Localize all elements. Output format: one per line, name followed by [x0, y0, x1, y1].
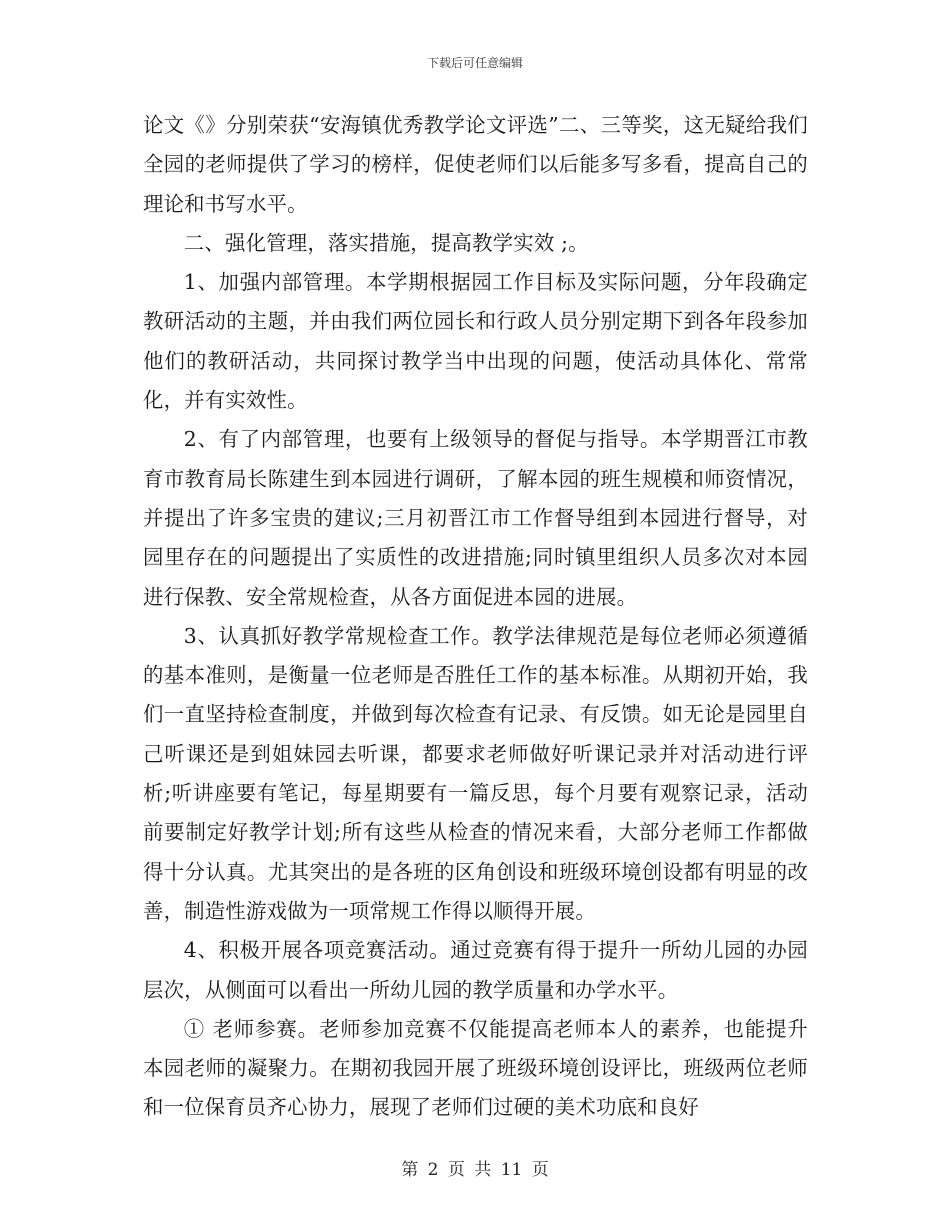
- page-header: 下载后可任意编辑: [426, 56, 523, 70]
- paragraph: 2、有了内部管理，也要有上级领导的督促与指导。本学期晋江市教育市教育局长陈建生到本园进行调研，了解本园的班生规模和师资情况，并提出了许多宝贵的建议;三月初晋江市工作督导组到本园进行督导，对园里存在的问题提出了实质性的改进措施;同时镇里组织人员多次对本园进行保教、安全常规检查，从各方面促进本园的进展。: [143, 427, 808, 609]
- paragraph: 论文《》分别荣获“安海镇优秀教学论文评选”二、三等奖，这无疑给我们全园的老师提供了学习的榜样，促使老师们以后能多写多看，提高自己的理论和书写水平。: [143, 113, 808, 216]
- document-body: [143, 106, 808, 1128]
- section-heading: 二、强化管理，落实措施，提高教学实效 ;。: [183, 230, 589, 255]
- paragraph: 4、积极开展各项竞赛活动。通过竞赛有得于提升一所幼儿园的办园层次，从侧面可以看出一所幼儿园的教学质量和办学水平。: [143, 938, 808, 1002]
- paragraph: 1、加强内部管理。本学期根据园工作目标及实际问题，分年段确定教研活动的主题，并由我们两位园长和行政人员分别定期下到各年段参加他们的教研活动，共同探讨教学当中出现的问题，使活动具体化、常常化，并有实效性。: [143, 270, 808, 413]
- paragraph: 3、认真抓好教学常规检查工作。教学法律规范是每位老师必须遵循的基本准则，是衡量一位老师是否胜任工作的基本标准。从期初开始，我们一直坚持检查制度，并做到每次检查有记录、有反馈。如无论是园里自己听课还是到姐妹园去听课，都要求老师做好听课记录并对活动进行评析;听讲座要有笔记，每星期要有一篇反思，每个月要有观察记录，活动前要制定好教学计划;所有这些从检查的情况来看，大部分老师工作都做得十分认真。尤其突出的是各班的区角创设和班级环境创设都有明显的改善，制造性游戏做为一项常规工作得以顺得开展。: [143, 623, 808, 923]
- paragraph: ① 老师参赛。老师参加竞赛不仅能提高老师本人的素养，也能提升本园老师的凝聚力。在期初我园开展了班级环境创设评比，班级两位老师和一位保育员齐心协力，展现了老师们过硬的美术功底和良好: [143, 1016, 808, 1120]
- page-number-footer: 第 2 页 共 11 页: [401, 1160, 549, 1180]
